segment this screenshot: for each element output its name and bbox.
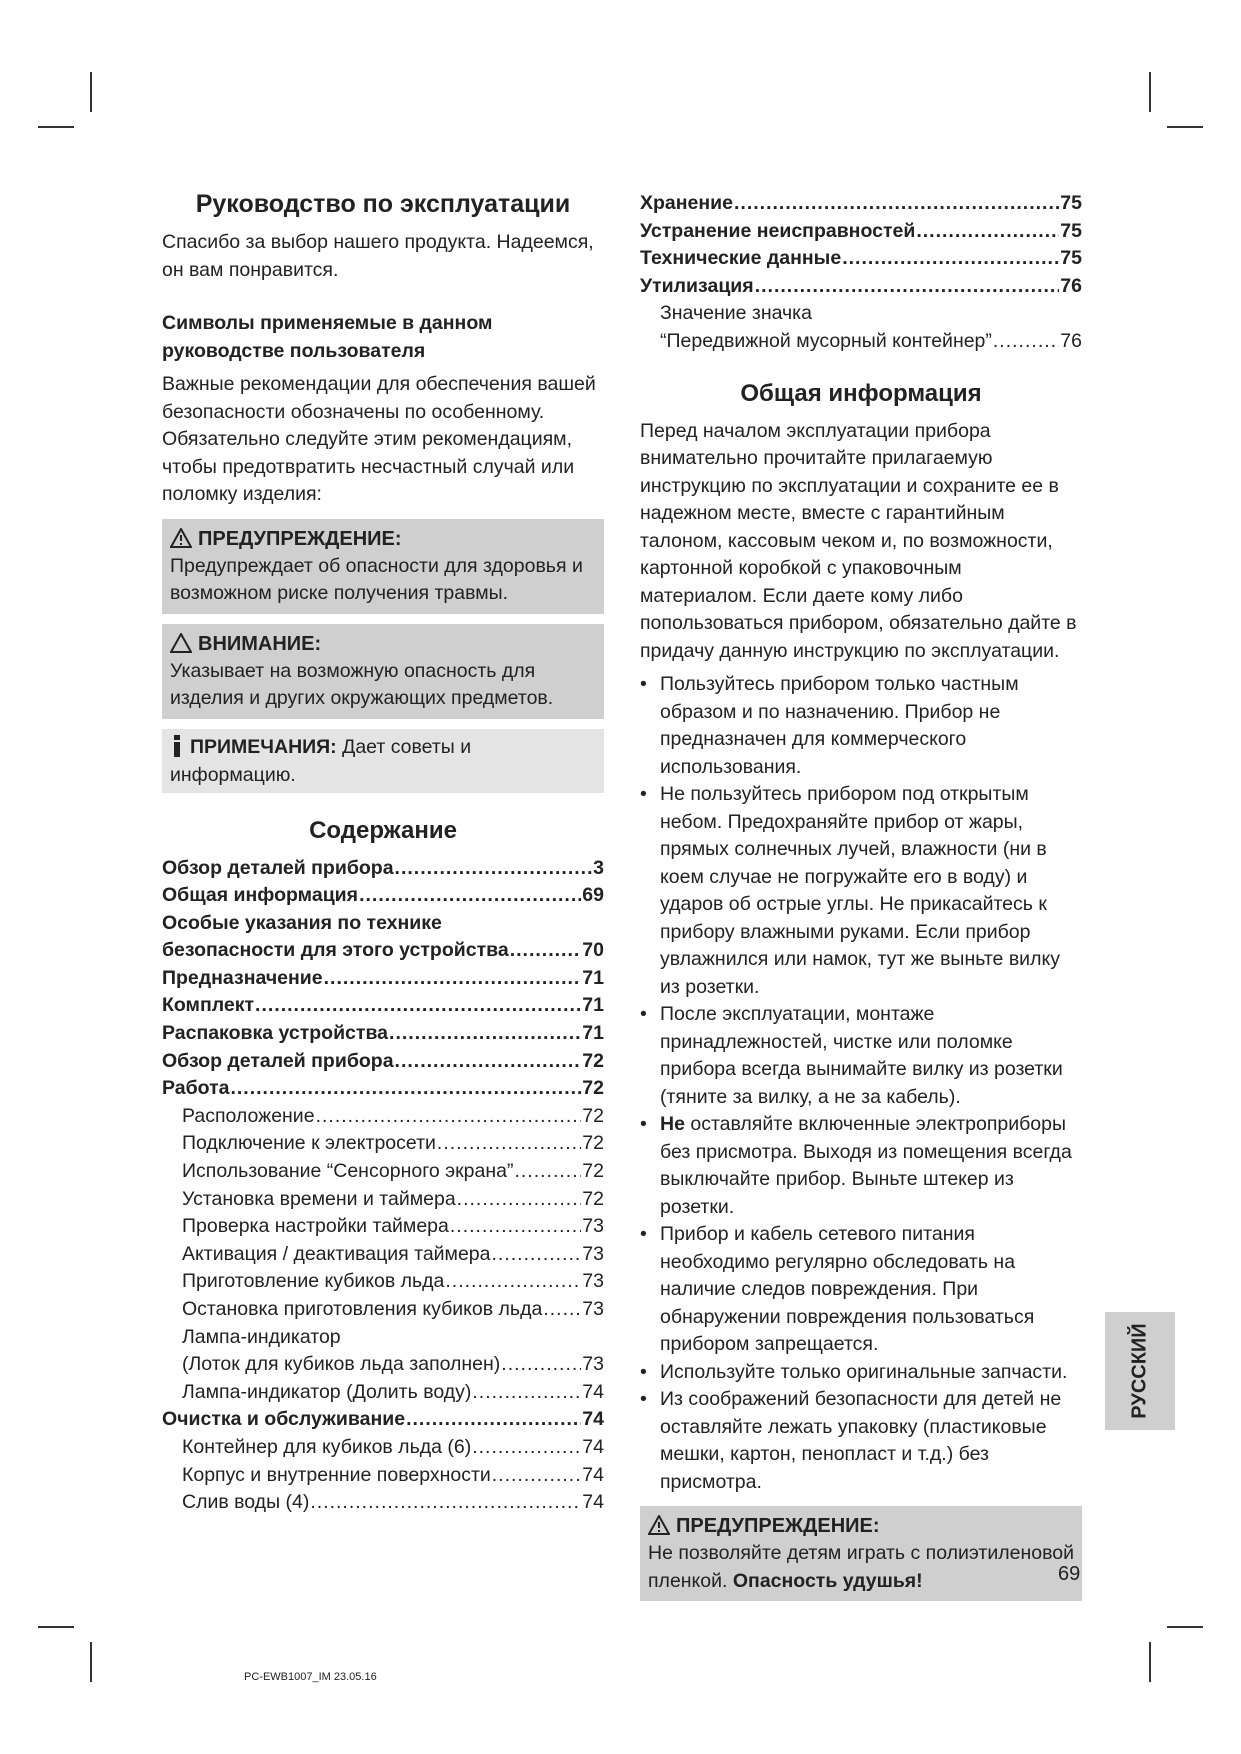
toc-leader-dots	[734, 190, 1059, 218]
toc-entry-title: Лампа-индикатор	[182, 1325, 341, 1348]
toc-entry	[162, 1158, 604, 1186]
toc-leader-dots	[510, 937, 582, 965]
safety-bullet	[640, 671, 1082, 781]
toc-entry-page: 70	[582, 939, 604, 962]
toc-leader-dots	[406, 1406, 581, 1434]
toc-entry	[640, 328, 1082, 356]
toc-entry-page: 3	[593, 856, 604, 879]
crop-mark	[38, 126, 74, 128]
toc-entry-page: 72	[582, 1077, 604, 1100]
toc-entry	[162, 1213, 604, 1241]
toc-entry	[162, 1296, 604, 1324]
toc-leader-dots	[437, 1130, 581, 1158]
toc-entry-page: 71	[582, 966, 604, 989]
language-label: РУССКИЙ	[1128, 1323, 1151, 1419]
toc-entry-title: Общая информация	[162, 884, 359, 907]
crop-mark	[1149, 1642, 1151, 1682]
page-number: 69	[1058, 1563, 1081, 1585]
safety-bullet	[640, 1359, 1082, 1387]
toc-entry-title: Технические данные	[640, 247, 842, 270]
toc-entry	[162, 1103, 604, 1131]
toc-entry-page: 74	[582, 1435, 604, 1458]
toc-entry-page: 72	[582, 1187, 604, 1210]
toc-leader-dots	[916, 218, 1059, 246]
caution-triangle-icon	[170, 633, 192, 653]
toc-entry-page: 74	[582, 1380, 604, 1403]
safety-bullet	[640, 1111, 1082, 1221]
toc-entry	[162, 937, 604, 965]
toc-entry-page: 71	[582, 1022, 604, 1045]
toc-entry-page: 76	[1060, 329, 1082, 352]
toc-entry	[162, 1048, 604, 1076]
toc-entry-title: Корпус и внутренние поверхности	[182, 1463, 491, 1486]
toc-entry-title: Расположение	[182, 1104, 315, 1127]
crop-mark	[90, 72, 92, 112]
note-label: ПРИМЕЧАНИЯ:	[190, 735, 337, 758]
toc-entry-title: Использование “Сенсорного экрана”	[182, 1160, 514, 1183]
toc-entry-title: Активация / деактивация таймера	[182, 1242, 491, 1265]
toc-entry-page: 74	[582, 1408, 604, 1431]
toc-leader-dots	[543, 1296, 581, 1324]
caution-title: ВНИМАНИЕ:	[198, 632, 322, 655]
toc-entry-page: 74	[582, 1463, 604, 1486]
toc-entry-title: (Лоток для кубиков льда заполнен)	[182, 1353, 501, 1376]
info-icon	[170, 735, 184, 757]
safety-bullet-text: оставляйте включенные электроприборы без присмотра. Выходя из помещения всегда выключайте прибор. Выньте штекер из розетки.	[660, 1113, 1072, 1218]
right-column	[640, 190, 1082, 1601]
toc-entry-title: Установка времени и таймера	[182, 1187, 456, 1210]
toc-entry-page: 71	[582, 994, 604, 1017]
safety-bullet	[640, 781, 1082, 1001]
intro-text: Спасибо за выбор нашего продукта. Надеемся, он вам понравится.	[162, 231, 594, 281]
safety-bullet-bold: Не	[660, 1113, 685, 1136]
toc-leader-dots	[395, 855, 593, 883]
toc-entry-page: 75	[1060, 192, 1082, 214]
toc-entry-title: Особые указания по технике	[162, 911, 442, 934]
toc-entry	[162, 910, 604, 938]
toc-entry	[162, 1434, 604, 1462]
toc-entry	[162, 1075, 604, 1103]
warning-triangle-icon	[648, 1515, 670, 1535]
child-warning-bold: Опасность удушья!	[732, 1569, 923, 1592]
toc-entry	[162, 1186, 604, 1214]
toc-leader-dots	[255, 992, 581, 1020]
toc-entry	[162, 992, 604, 1020]
toc-leader-dots	[450, 1213, 581, 1241]
toc-entry-title: Остановка приготовления кубиков льда	[182, 1298, 543, 1320]
toc-entry-page: 73	[582, 1242, 604, 1265]
toc-entry	[162, 1020, 604, 1048]
toc-entry-title: Лампа-индикатор (Долить воду)	[182, 1380, 472, 1403]
toc-entry	[640, 245, 1082, 273]
safety-bullet-text: Прибор и кабель сетевого питания необходимо регулярно обследовать на наличие следов повреждения. При обнаружении повреждения пользоваться прибором запрещается.	[660, 1223, 1035, 1356]
toc-entry	[162, 1324, 604, 1352]
toc-entry-page: 73	[582, 1298, 604, 1320]
toc-entry	[162, 855, 604, 883]
toc-entry-page: 72	[582, 1049, 604, 1072]
toc-entry-page: 72	[582, 1132, 604, 1155]
toc-leader-dots	[310, 1489, 581, 1517]
toc-entry-page: 72	[582, 1104, 604, 1127]
toc-entry	[162, 1268, 604, 1296]
general-info-title: Общая информация	[740, 379, 982, 407]
toc-leader-dots	[324, 965, 582, 993]
toc-entry-title: “Передвижной мусорный контейнер”	[660, 329, 992, 352]
toc-entry-title: Работа	[162, 1077, 230, 1100]
toc-entry-title: Приготовление кубиков льда	[182, 1270, 445, 1293]
toc-entry-title: безопасности для этого устройства	[162, 939, 509, 962]
toc-entry	[162, 1130, 604, 1158]
toc-entry-title: Очистка и обслуживание	[162, 1408, 406, 1431]
toc-entry-page: 74	[582, 1491, 604, 1514]
toc-entry-title: Комплект	[162, 994, 255, 1017]
crop-mark	[90, 1642, 92, 1682]
safety-bullet	[640, 1221, 1082, 1359]
toc-entry-title: Контейнер для кубиков льда (6)	[182, 1435, 472, 1458]
crop-mark	[1167, 1626, 1203, 1628]
toc-entry	[162, 1462, 604, 1490]
toc-entry-page: 76	[1060, 274, 1082, 297]
caution-text: Указывает на возможную опасность для изделия и других окружающих предметов.	[170, 659, 554, 709]
toc-entry-title: Проверка настройки таймера	[182, 1215, 449, 1238]
toc-entry	[162, 882, 604, 910]
toc-entry-title: Обзор деталей прибора	[162, 856, 394, 879]
left-column	[162, 190, 604, 1517]
toc-entry-title: Утилизация	[640, 274, 754, 297]
toc-entry	[640, 190, 1082, 218]
safety-bullets	[640, 671, 1082, 1496]
toc-entry	[640, 273, 1082, 301]
symbols-text: Важные рекомендации для обеспечения вашей безопасности обозначены по особенному. Обязательно следуйте этим рекомендациям, чтобы предотвратить несчастный случай или поломку изделия:	[162, 373, 596, 505]
toc-leader-dots	[316, 1103, 582, 1131]
safety-bullet	[640, 1386, 1082, 1496]
toc-entry-page: 75	[1060, 219, 1082, 242]
toc-entry	[640, 300, 1082, 328]
toc-entry-title: Обзор деталей прибора	[162, 1049, 394, 1072]
toc-entry-page: 73	[582, 1270, 604, 1293]
toc-entry-title: Хранение	[640, 192, 733, 214]
caution-box	[162, 624, 604, 719]
manual-title: Руководство по эксплуатации	[195, 190, 571, 218]
warning-triangle-icon	[170, 528, 192, 548]
toc-leader-dots	[230, 1075, 581, 1103]
toc-leader-dots	[993, 328, 1059, 356]
toc-entry-title: Значение значка	[660, 302, 812, 325]
toc-left	[162, 855, 604, 1517]
toc-entry	[162, 965, 604, 993]
toc-leader-dots	[395, 1048, 582, 1076]
footer-code: PC-EWB1007_IM 23.05.16	[244, 1671, 377, 1683]
crop-mark	[38, 1626, 74, 1628]
toc-leader-dots	[514, 1158, 581, 1186]
toc-entry	[162, 1406, 604, 1434]
toc-leader-dots	[359, 882, 581, 910]
safety-bullet-text: Из соображений безопасности для детей не оставляйте лежать упаковку (пластиковые мешки, картон, пенопласт и т.д.) без присмотра.	[660, 1388, 1062, 1493]
toc-leader-dots	[501, 1351, 581, 1379]
toc-leader-dots	[389, 1020, 581, 1048]
toc-entry-title: Подключение к электросети	[182, 1132, 436, 1155]
toc-leader-dots	[842, 245, 1059, 273]
note-text: Дает советы и информацию.	[170, 735, 472, 786]
general-info-text: Перед началом эксплуатации прибора внимательно прочитайте прилагаемую инструкцию по эксплуатации и сохраните ее в надежном месте, вместе с гарантийным талоном, кассовым чеком и, по возможности, картонной коробкой с упаковочным материалом. Если даете кому либо попользоваться прибором, обязательно дайте в придачу данную инструкцию по эксплуатации.	[640, 419, 1077, 662]
toc-entry-page: 69	[582, 884, 604, 907]
toc-leader-dots	[457, 1186, 582, 1214]
toc-leader-dots	[445, 1268, 581, 1296]
crop-mark	[1149, 72, 1151, 112]
warning-text: Предупреждает об опасности для здоровья и возможном риске получения травмы.	[170, 554, 583, 604]
toc-leader-dots	[492, 1241, 582, 1269]
toc-entry-page: 75	[1060, 247, 1082, 270]
toc-entry-page: 73	[582, 1353, 604, 1376]
toc-entry-page: 73	[582, 1215, 604, 1238]
toc-right	[640, 190, 1082, 356]
warning-box	[162, 519, 604, 614]
safety-bullet	[640, 1001, 1082, 1111]
toc-entry-page: 72	[582, 1160, 604, 1183]
toc-leader-dots	[472, 1434, 581, 1462]
toc-entry-title: Слив воды (4)	[182, 1491, 310, 1514]
note-box	[162, 729, 604, 793]
toc-entry	[162, 1489, 604, 1517]
safety-bullet-text: Используйте только оригинальные запчасти.	[660, 1360, 1068, 1383]
toc-entry	[162, 1241, 604, 1269]
crop-mark	[1167, 126, 1203, 128]
toc-entry	[162, 1351, 604, 1379]
safety-bullet-text: После эксплуатации, монтаже принадлежностей, чистке или поломке прибора всегда вынимайте вилку из розетки (тяните за вилку, а не за кабель).	[660, 1003, 1063, 1108]
contents-title: Содержание	[309, 816, 457, 844]
child-warning-box	[640, 1506, 1082, 1601]
toc-entry	[640, 218, 1082, 246]
language-tab	[1105, 1312, 1175, 1430]
child-warning-title: ПРЕДУПРЕЖДЕНИЕ:	[676, 1515, 880, 1538]
warning-title: ПРЕДУПРЕЖДЕНИЕ:	[198, 527, 402, 550]
toc-leader-dots	[472, 1379, 581, 1407]
toc-entry-title: Распаковка устройства	[162, 1022, 389, 1045]
toc-leader-dots	[755, 273, 1060, 301]
safety-bullet-text: Пользуйтесь прибором только частным образом и по назначению. Прибор не предназначен для коммерческого использования.	[660, 673, 1019, 778]
toc-entry-title: Устранение неисправностей	[640, 219, 916, 242]
toc-leader-dots	[492, 1462, 582, 1490]
toc-entry-title: Предназначение	[162, 966, 323, 989]
child-warning-text: Не позволяйте детям играть с полиэтиленовой пленкой.	[648, 1542, 1074, 1592]
safety-bullet-text: Не пользуйтесь прибором под открытым небом. Предохраняйте прибор от жары, прямых солнечных лучей, влажности (ни в коем случае не погружайте его в воду) и ударов об острые углы. Не прикасайтесь к прибору влажными руками. Если прибор увлажнился или намок, тут же выньте вилку из розетки.	[660, 783, 1060, 998]
toc-entry	[162, 1379, 604, 1407]
symbols-heading: Символы применяемые в данном руководстве пользователя	[162, 312, 493, 362]
